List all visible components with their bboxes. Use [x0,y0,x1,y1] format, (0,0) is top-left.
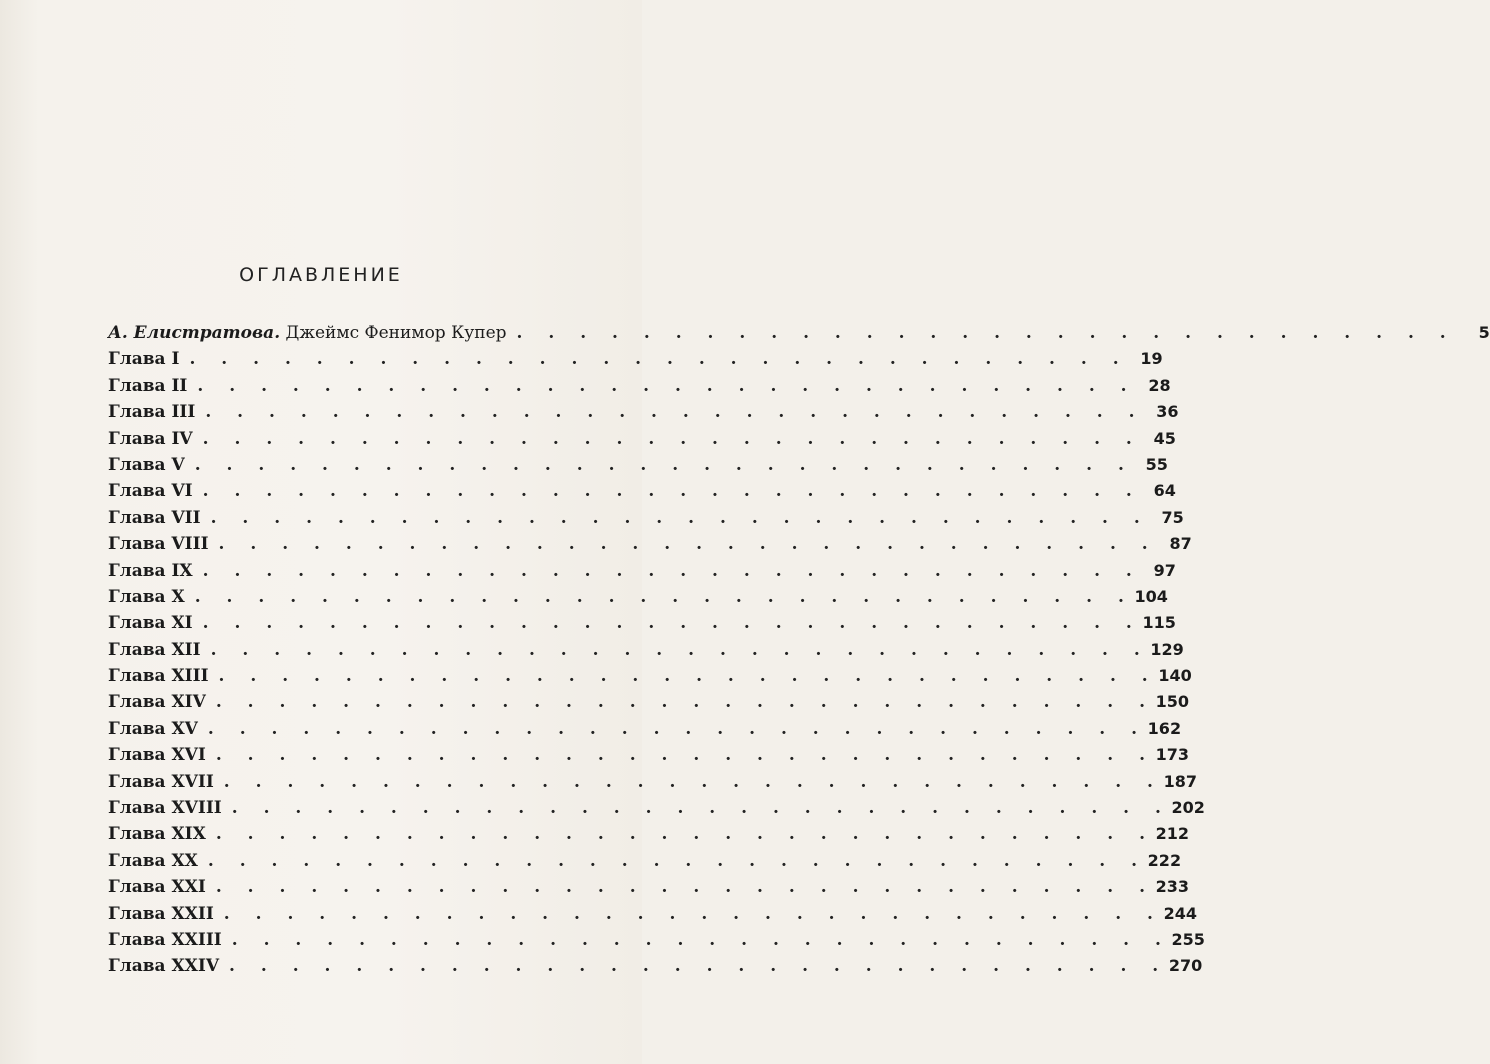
dot-leader: . . . . . . . . . . . . . . . . . . . . . . . . . . . . . . [229,956,1169,977]
toc-entry [108,663,1192,689]
toc-entry [108,584,1168,610]
toc-entry-author: А. Елистратова. [108,323,281,343]
toc-entry [108,927,1205,953]
dot-leader: . . . . . . . . . . . . . . . . . . . . . . . . . . . . . . [223,903,1163,924]
dot-leader: . . . . . . . . . . . . . . . . . . . . . . . . . . . . . . [218,534,1158,555]
toc-entry-page: 173 [1155,745,1190,765]
toc-entry [108,531,1192,557]
dot-leader: . . . . . . . . . . . . . . . . . . . . . . . . . . . . . . [205,402,1145,423]
dot-leader: . . . . . . . . . . . . . . . . . . . . . . . . . . . . . . [231,798,1171,819]
toc-entry-title: Глава XXI [108,877,206,898]
toc-entry-page: 115 [1142,613,1176,633]
dot-leader: . . . . . . . . . . . . . . . . . . . . . . . . . . . . . . [194,454,1134,475]
toc-entry-label [108,927,222,953]
dot-leader: . . . . . . . . . . . . . . . . . . . . . . . . . . . . . . [202,428,1142,449]
toc-entry [108,901,1197,927]
toc-entry-page: 222 [1147,850,1182,870]
toc-entry-page: 55 [1145,454,1168,474]
toc-entry [108,848,1182,874]
bleed-through-text [478,78,491,93]
toc-entry-label [108,452,185,478]
toc-entry-title: Глава III [108,402,196,423]
toc-entry-title: Глава V [108,454,185,475]
dot-leader: . . . . . . . . . . . . . . . . . . . . . . . . . . . . . . [197,375,1137,396]
toc-entry-page: 255 [1171,929,1205,949]
toc-entry-page: 97 [1153,560,1176,580]
toc-entry-label [108,742,206,768]
toc-entry [108,452,1168,478]
toc-entry-title: Глава XVII [108,771,214,792]
toc-entry-page: 187 [1163,771,1197,791]
dot-leader: . . . . . . . . . . . . . . . . . . . . . . . . . . . . . . [231,929,1171,950]
toc-entry [108,399,1179,425]
toc-entry-label [108,821,206,847]
toc-entry-label [108,901,214,927]
dot-leader: . . . . . . . . . . . . . . . . . . . . . . . . . . . . . . [207,850,1148,871]
toc-entry-page: 270 [1168,956,1203,976]
toc-entry [108,821,1190,847]
toc-entry-label [108,373,187,399]
toc-entry-title: Глава XIII [108,666,209,687]
toc-entry-label [108,716,198,742]
toc-entry-page: 244 [1163,903,1197,923]
toc-entry-label [108,558,193,584]
dot-leader: . . . . . . . . . . . . . . . . . . . . . . . . . . . . . . [218,666,1158,687]
dot-leader: . . . . . . . . . . . . . . . . . . . . . . . . . . . . . . [202,560,1142,581]
toc-entry-title: Глава VI [108,481,193,502]
toc-entry-page: 212 [1155,824,1190,844]
toc-entry-page: 87 [1169,534,1192,554]
toc-entry [108,346,1163,372]
dot-leader: . . . . . . . . . . . . . . . . . . . . . . . . . . . . . . [223,771,1163,792]
dot-leader: . . . . . . . . . . . . . . . . . . . . . . . . . . . . . . [207,718,1148,739]
toc-entry-label [108,874,206,900]
toc-entry-label [108,637,201,663]
toc-entry-label [108,320,507,346]
toc-entry [108,874,1190,900]
toc-entry [108,373,1171,399]
toc-entry-title: Глава XII [108,639,201,660]
toc-entry [108,716,1182,742]
toc-entry-title: Глава XV [108,718,198,739]
toc-entry-label [108,426,193,452]
dot-leader: . . . . . . . . . . . . . . . . . . . . . . . . . . . . . . [215,824,1156,845]
toc-entry-label [108,531,209,557]
toc-entry-title: Глава XXII [108,903,214,924]
toc-entry-page: 36 [1156,402,1179,422]
toc-entry-page: 162 [1147,718,1182,738]
toc-entry [108,689,1190,715]
toc-entry [108,320,1490,346]
toc-entry-label [108,346,179,372]
toc-entry [108,769,1197,795]
toc-entry [108,637,1184,663]
dot-leader: . . . . . . . . . . . . . . . . . . . . . . . . . . . . . . [189,349,1129,370]
toc-entry-label [108,663,209,689]
dot-leader: . . . . . . . . . . . . . . . . . . . . . . . . . . . . . . [516,323,1456,343]
toc-entry-label [108,478,193,504]
toc-entry-title: Глава IX [108,560,193,581]
toc-entry-label [108,769,214,795]
toc-entry-label [108,689,206,715]
dot-leader: . . . . . . . . . . . . . . . . . . . . . . . . . . . . . . [210,507,1150,528]
toc-entry-page: 75 [1161,507,1184,527]
toc-entry-title: Глава VIII [108,534,209,555]
table-of-contents [108,320,1490,980]
toc-entry-label [108,584,185,610]
toc-entry [108,505,1184,531]
toc-entry-label [108,399,195,425]
toc-entry [108,795,1205,821]
toc-title: ОГЛАВЛЕНИЕ [239,264,403,286]
toc-entry-page: 140 [1158,666,1192,686]
dot-leader: . . . . . . . . . . . . . . . . . . . . . . . . . . . . . . [215,692,1156,713]
toc-entry-page: 28 [1148,375,1171,395]
toc-entry-title: Глава XIX [108,824,206,845]
toc-entry-title: Глава VII [108,507,201,528]
toc-entry-title: Глава XX [108,850,198,871]
toc-entry-title: Глава I [108,349,180,370]
toc-entry [108,953,1203,979]
toc-entry-page: 45 [1153,428,1176,448]
dot-leader: . . . . . . . . . . . . . . . . . . . . . . . . . . . . . . [215,745,1156,766]
toc-entry-title: Глава II [108,375,188,396]
toc-entry-label [108,505,201,531]
toc-entry-label [108,795,222,821]
dot-leader: . . . . . . . . . . . . . . . . . . . . . . . . . . . . . . [215,877,1156,898]
toc-entry-page: 202 [1171,798,1205,818]
toc-entry-title: Глава XVIII [108,798,222,819]
toc-entry-page: 129 [1150,639,1184,659]
toc-entry-page: 19 [1140,349,1163,369]
toc-entry-title: Глава XXIV [108,956,220,977]
toc-entry-label [108,953,219,979]
toc-entry-page: 150 [1155,692,1190,712]
toc-entry-title: Глава XVI [108,745,206,766]
toc-entry-title: Глава XI [108,613,193,634]
toc-entry-label [108,848,198,874]
toc-entry [108,478,1176,504]
toc-entry-title: Глава IV [108,428,193,449]
dot-leader: . . . . . . . . . . . . . . . . . . . . . . . . . . . . . . [202,481,1142,502]
toc-entry-page: 5 [1478,323,1490,342]
dot-leader: . . . . . . . . . . . . . . . . . . . . . . . . . . . . . . [202,613,1142,634]
toc-entry-title: Глава XIV [108,692,206,713]
toc-entry-page: 233 [1155,877,1190,897]
toc-entry [108,426,1176,452]
toc-entry [108,610,1176,636]
toc-entry-page: 104 [1134,586,1168,606]
toc-entry-page: 64 [1153,481,1176,501]
dot-leader: . . . . . . . . . . . . . . . . . . . . . . . . . . . . . . [194,586,1134,607]
toc-entry-title: Глава XXIII [108,929,222,950]
toc-entry-label [108,610,193,636]
toc-entry-title: Глава X [108,586,185,607]
toc-entry [108,742,1190,768]
dot-leader: . . . . . . . . . . . . . . . . . . . . . . . . . . . . . . [210,639,1150,660]
toc-entry-title: Джеймс Фенимор Купер [285,323,507,343]
toc-entry [108,558,1176,584]
